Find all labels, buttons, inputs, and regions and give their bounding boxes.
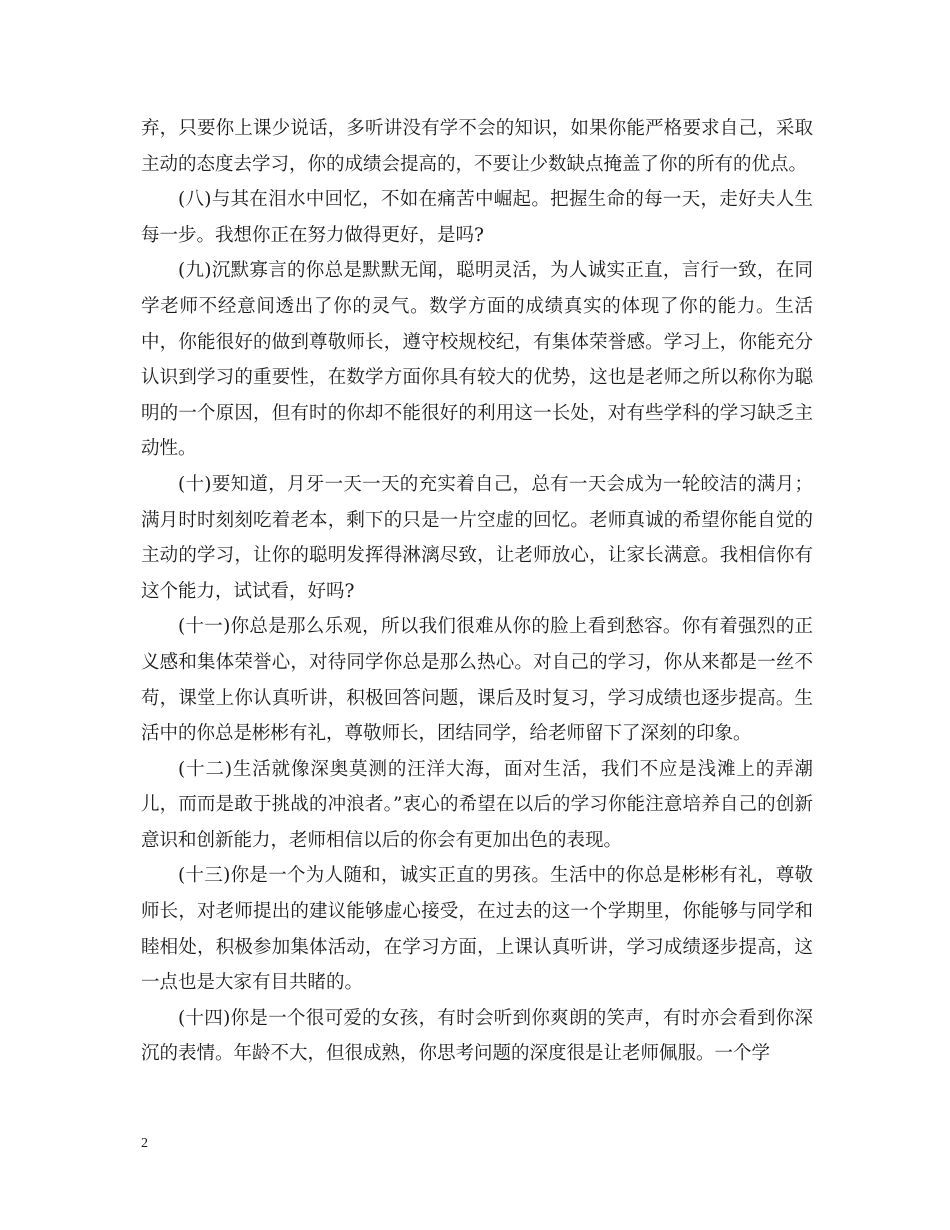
paragraph-10: (十)要知道，月牙一天一天的充实着自己，总有一天会成为一轮皎洁的满月；满月时时刻刻吃着老本，剩下的只是一片空虚的回忆。老师真诚的希望你能自觉的主动的学习，让你的聪明发挥得淋漓尽致，让老师放心，让家长满意。我相信你有这个能力，试试看，好吗? bbox=[141, 473, 813, 602]
paragraph-9: (九)沉默寡言的你总是默默无闻，聪明灵活，为人诚实正直，言行一致，在同学老师不经意间透出了你的灵气。数学方面的成绩真实的体现了你的能力。生活中，你能很好的做到尊敬师长，遵守校规校纪，有集体荣誉感。学习上，你能充分认识到学习的重要性，在数学方面你具有较大的优势，这也是老师之所以称你为聪明的一个原因，但有时的你却不能很好的利用这一长处，对有些学科的学习缺乏主动性。 bbox=[141, 260, 813, 460]
paragraph-8: (八)与其在泪水中回忆，不如在痛苦中崛起。把握生命的每一天，走好夫人生每一步。我想你正在努力做得更好，是吗? bbox=[141, 189, 813, 246]
body-text bbox=[141, 111, 813, 1072]
page-number: 2 bbox=[141, 1136, 148, 1151]
paragraph-12: (十二)生活就像深奥莫测的汪洋大海，面对生活，我们不应是浅滩上的弄潮儿，而而是敢于挑战的冲浪者。”衷心的希望在以后的学习你能注意培养自己的创新意识和创新能力，老师相信以后的你会有更加出色的表现。 bbox=[141, 758, 813, 851]
paragraph-13: (十三)你是一个为人随和，诚实正直的男孩。生活中的你总是彬彬有礼，尊敬师长，对老师提出的建议能够虚心接受，在过去的这一个学期里，你能够与同学和睦相处，积极参加集体活动，在学习方面，上课认真听讲，学习成绩逐步提高，这一点也是大家有目共睹的。 bbox=[141, 865, 813, 994]
paragraph-continuation: 弃，只要你上课少说话，多听讲没有学不会的知识，如果你能严格要求自己，采取主动的态度去学习，你的成绩会提高的，不要让少数缺点掩盖了你的所有的优点。 bbox=[141, 118, 813, 175]
paragraph-11: (十一)你总是那么乐观，所以我们很难从你的脸上看到愁容。你有着强烈的正义感和集体荣誉心，对待同学你总是那么热心。对自己的学习，你从来都是一丝不苟，课堂上你认真听讲，积极回答问题，课后及时复习，学习成绩也逐步提高。生活中的你总是彬彬有礼，尊敬师长，团结同学，给老师留下了深刻的印象。 bbox=[141, 616, 813, 745]
paragraph-14: (十四)你是一个很可爱的女孩，有时会听到你爽朗的笑声，有时亦会看到你深沉的表情。年龄不大，但很成熟，你思考问题的深度很是让老师佩服。一个学 bbox=[141, 1007, 813, 1065]
